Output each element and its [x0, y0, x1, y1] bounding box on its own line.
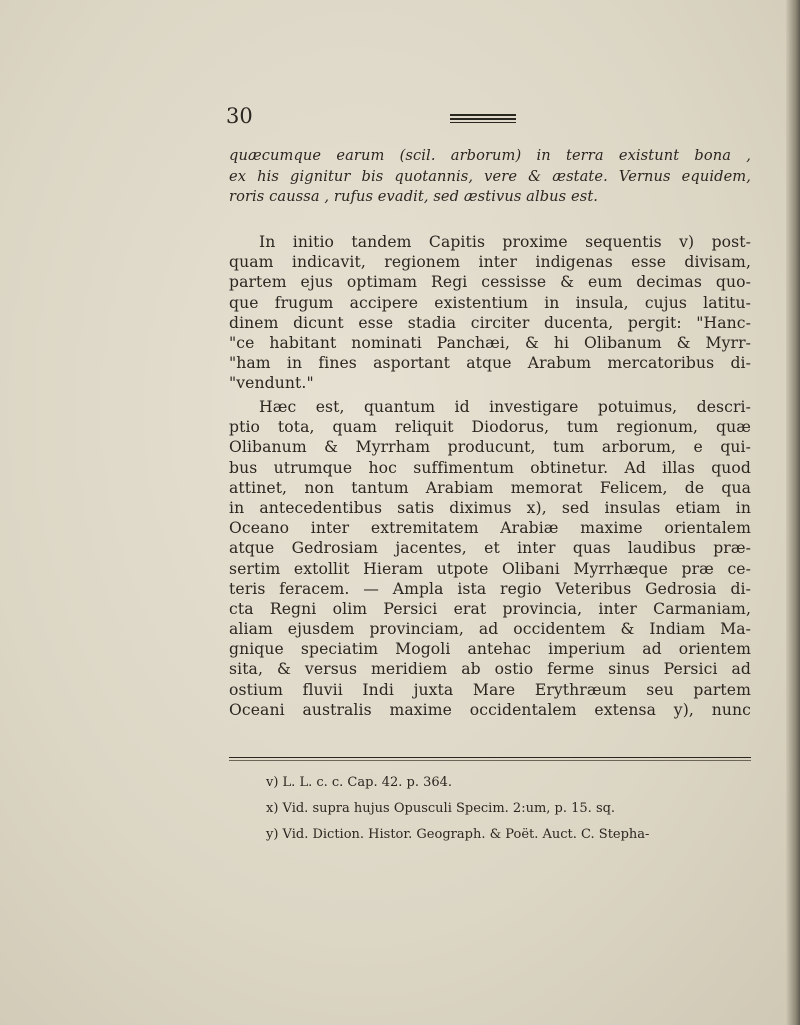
- text-line: ostium fluvii Indi juxta Mare Erythræum seu partem: [229, 680, 751, 699]
- footnote: v) L. L. c. c. Cap. 42. p. 364.: [266, 775, 453, 790]
- text-line: In initio tandem Capitis proxime sequentis v) post-: [259, 233, 751, 251]
- text-line: bus utrumque hoc suffimentum obtinetur. Ad illas quod: [229, 458, 751, 477]
- text-line: sertim extollit Hieram utpote Olibani Myrrhæque præ ce-: [229, 559, 751, 578]
- header-rule: [450, 114, 516, 116]
- quotation-paragraph: [229, 146, 751, 208]
- text-line: "ham in fines asportant atque Arabum mercatoribus di-: [229, 354, 751, 373]
- text-line: attinet, non tantum Arabiam memorat Felicem, de qua: [229, 478, 751, 497]
- paragraph: [229, 232, 751, 394]
- footnote-rule: [229, 760, 751, 761]
- text-line: aliam ejusdem provinciam, ad occidentem & Indiam Ma-: [229, 620, 751, 639]
- header-rule: [450, 118, 516, 120]
- text-line: que frugum accipere existentium in insula, cujus latitu-: [229, 293, 751, 312]
- text-line: "vendunt.": [229, 374, 314, 393]
- page-number: 30: [226, 104, 253, 128]
- text-line: gnique speciatim Mogoli antehac imperium ad orientem: [229, 640, 751, 659]
- header-rule: [450, 122, 516, 123]
- book-spine-shadow: [786, 0, 800, 1025]
- page-header: [226, 104, 526, 134]
- text-line: in antecedentibus satis diximus x), sed insulas etiam in: [229, 498, 751, 517]
- text-line: ex his gignitur bis quotannis, vere & æstate. Vernus equidem,: [229, 167, 751, 185]
- footnote: x) Vid. supra hujus Opusculi Specim. 2:um, p. 15. sq.: [266, 801, 616, 816]
- text-line: roris caussa , rufus evadit, sed æstivus albus est.: [229, 188, 599, 205]
- text-line: dinem dicunt esse stadia circiter ducenta, pergit: "Hanc-: [229, 313, 751, 332]
- text-line: "ce habitant nominati Panchæi, & hi Olibanum & Myrr-: [229, 333, 751, 352]
- text-line: Hæc est, quantum id investigare potuimus, descri-: [259, 398, 751, 416]
- footnotes: [266, 770, 756, 848]
- text-line: atque Gedrosiam jacentes, et inter quas laudibus præ-: [229, 539, 751, 558]
- text-line: Olibanum & Myrrham producunt, tum arborum, e qui-: [229, 438, 751, 457]
- text-line: cta Regni olim Persici erat provincia, inter Carmaniam,: [229, 599, 751, 618]
- text-line: sita, & versus meridiem ab ostio ferme sinus Persici ad: [229, 660, 751, 679]
- footnote: y) Vid. Diction. Histor. Geograph. & Poët. Auct. C. Stepha-: [266, 827, 650, 842]
- paragraph: [229, 397, 751, 720]
- text-line: quam indicavit, regionem inter indigenas esse divisam,: [229, 253, 751, 272]
- text-line: teris feracem. — Ampla ista regio Veteribus Gedrosia di-: [229, 579, 751, 598]
- text-line: Oceani australis maxime occidentalem extensa y), nunc: [229, 700, 751, 719]
- footnote-rule: [229, 757, 751, 758]
- text-line: Oceano inter extremitatem Arabiæ maxime orientalem: [229, 519, 751, 538]
- text-line: partem ejus optimam Regi cessisse & eum decimas quo-: [229, 273, 751, 292]
- text-line: quæcumque earum (scil. arborum) in terra existunt bona ,: [229, 147, 751, 164]
- text-line: ptio tota, quam reliquit Diodorus, tum regionum, quæ: [229, 418, 751, 437]
